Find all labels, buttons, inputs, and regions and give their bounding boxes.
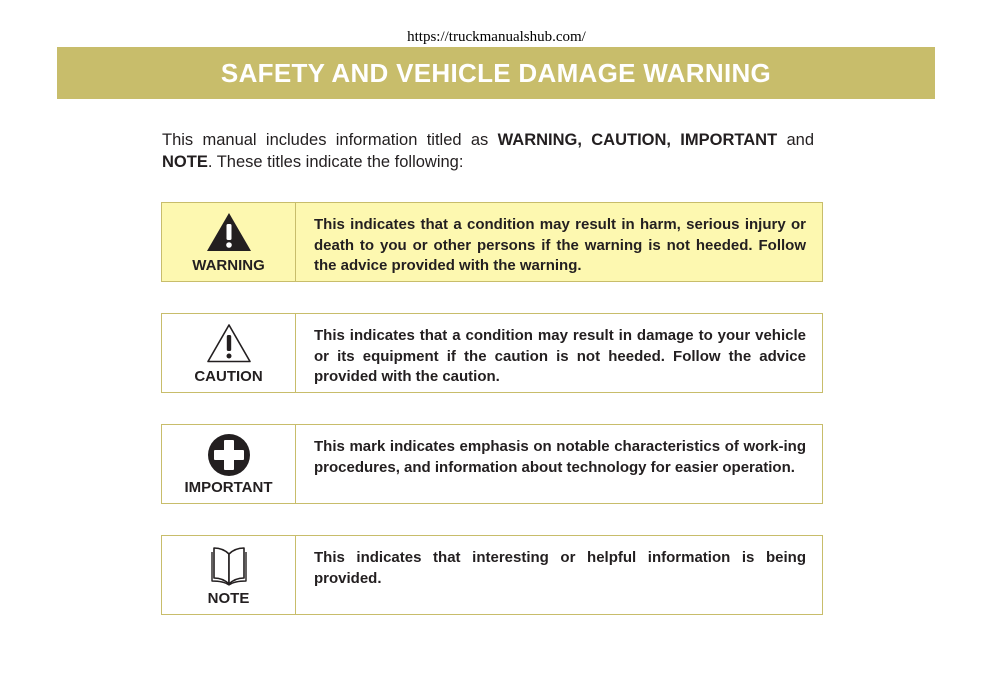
intro-bold-1: WARNING, CAUTION, IMPORTANT	[497, 131, 778, 149]
notice-label: CAUTION	[194, 368, 263, 385]
notice-label: IMPORTANT	[184, 479, 273, 496]
title-banner	[57, 47, 935, 99]
notice-note	[161, 535, 823, 615]
intro-bold-2: NOTE	[162, 153, 208, 171]
notice-caution	[161, 313, 823, 393]
notice-text: This indicates that a condition may result in damage to your vehicle or its equipment if the caution is not heeded. Follow the advice provided with the caution.	[314, 327, 806, 385]
notice-important	[161, 424, 823, 504]
note-book-icon	[209, 544, 249, 586]
notice-warning	[161, 202, 823, 282]
notice-text: This indicates that a condition may result in harm, serious injury or death to you or other persons if the warning is not heeded. Follow the advice provided with the warning.	[314, 216, 806, 274]
source-url: https://truckmanualshub.com/	[407, 29, 586, 45]
notice-icon-cell	[162, 203, 296, 281]
intro-text-2: and	[777, 131, 814, 149]
notice-icon-cell	[162, 536, 296, 614]
caution-triangle-outline-icon	[205, 322, 253, 364]
notice-text: This indicates that interesting or helpful information is being provided.	[314, 549, 806, 587]
intro-text-3: . These titles indicate the following:	[207, 153, 464, 171]
notice-icon-cell	[162, 425, 296, 503]
intro-paragraph	[162, 129, 814, 173]
notice-label: NOTE	[207, 590, 250, 607]
intro-text-1: This manual includes information titled as	[162, 131, 498, 149]
notice-label: WARNING	[192, 257, 265, 274]
notice-icon-cell	[162, 314, 296, 392]
page-title: SAFETY AND VEHICLE DAMAGE WARNING	[220, 57, 772, 88]
notice-text: This mark indicates emphasis on notable characteristics of work-ing procedures, and information about technology for easier operation.	[314, 438, 806, 476]
important-plus-circle-icon	[207, 433, 251, 477]
warning-triangle-filled-icon	[205, 211, 253, 253]
